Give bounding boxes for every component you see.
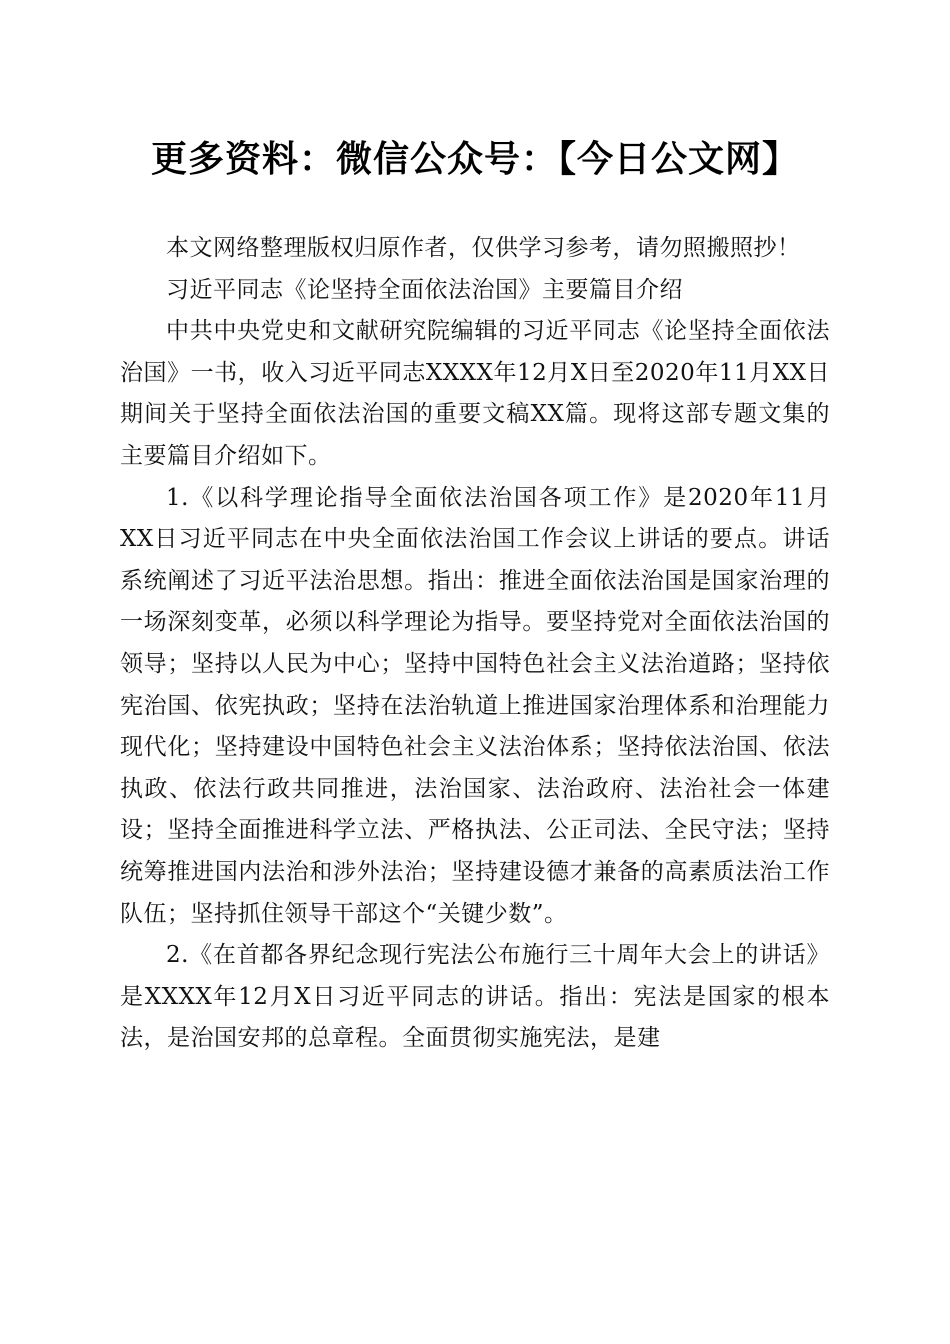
item-1-paragraph: 1.《以科学理论指导全面依法治国各项工作》是2020年11月XX日习近平同志在中央全面依法治国工作会议上讲话的要点。讲话系统阐述了习近平法治思想。指出：推进全面依法治国是国家治理的一场深刻变革，必须以科学理论为指导。要坚持党对全面依法治国的领导；坚持以人民为中心；坚持中国特色社会主义法治道路；坚持依宪治国、依宪执政；坚持在法治轨道上推进国家治理体系和治理能力现代化；坚持建设中国特色社会主义法治体系；坚持依法治国、依法执政、依法行政共同推进，法治国家、法治政府、法治社会一体建设；坚持全面推进科学立法、严格执法、公正司法、全民守法；坚持统筹推进国内法治和涉外法治；坚持建设德才兼备的高素质法治工作队伍；坚持抓住领导干部这个“关键少数”。 [120, 484, 830, 927]
document-body [120, 228, 830, 1060]
document-heading: 习近平同志《论坚持全面依法治国》主要篇目介绍 [166, 276, 683, 303]
copyright-notice: 本文网络整理版权归原作者，仅供学习参考，请勿照搬照抄！ [166, 235, 801, 261]
intro-paragraph: 中共中央党史和文献研究院编辑的习近平同志《论坚持全面依法治国》一书，收入习近平同志XXXX年12月X日至2020年11月XX日期间关于坚持全面依法治国的重要文稿XX篇。现将这部专题文集的主要篇目介绍如下。 [120, 318, 830, 469]
item-2-paragraph: 2.《在首都各界纪念现行宪法公布施行三十周年大会上的讲话》是XXXX年12月X日习近平同志的讲话。指出：宪法是国家的根本法，是治国安邦的总章程。全面贯彻实施宪法，是建 [120, 942, 830, 1052]
page-title: 更多资料：微信公众号：【今日公文网】 [150, 139, 799, 180]
